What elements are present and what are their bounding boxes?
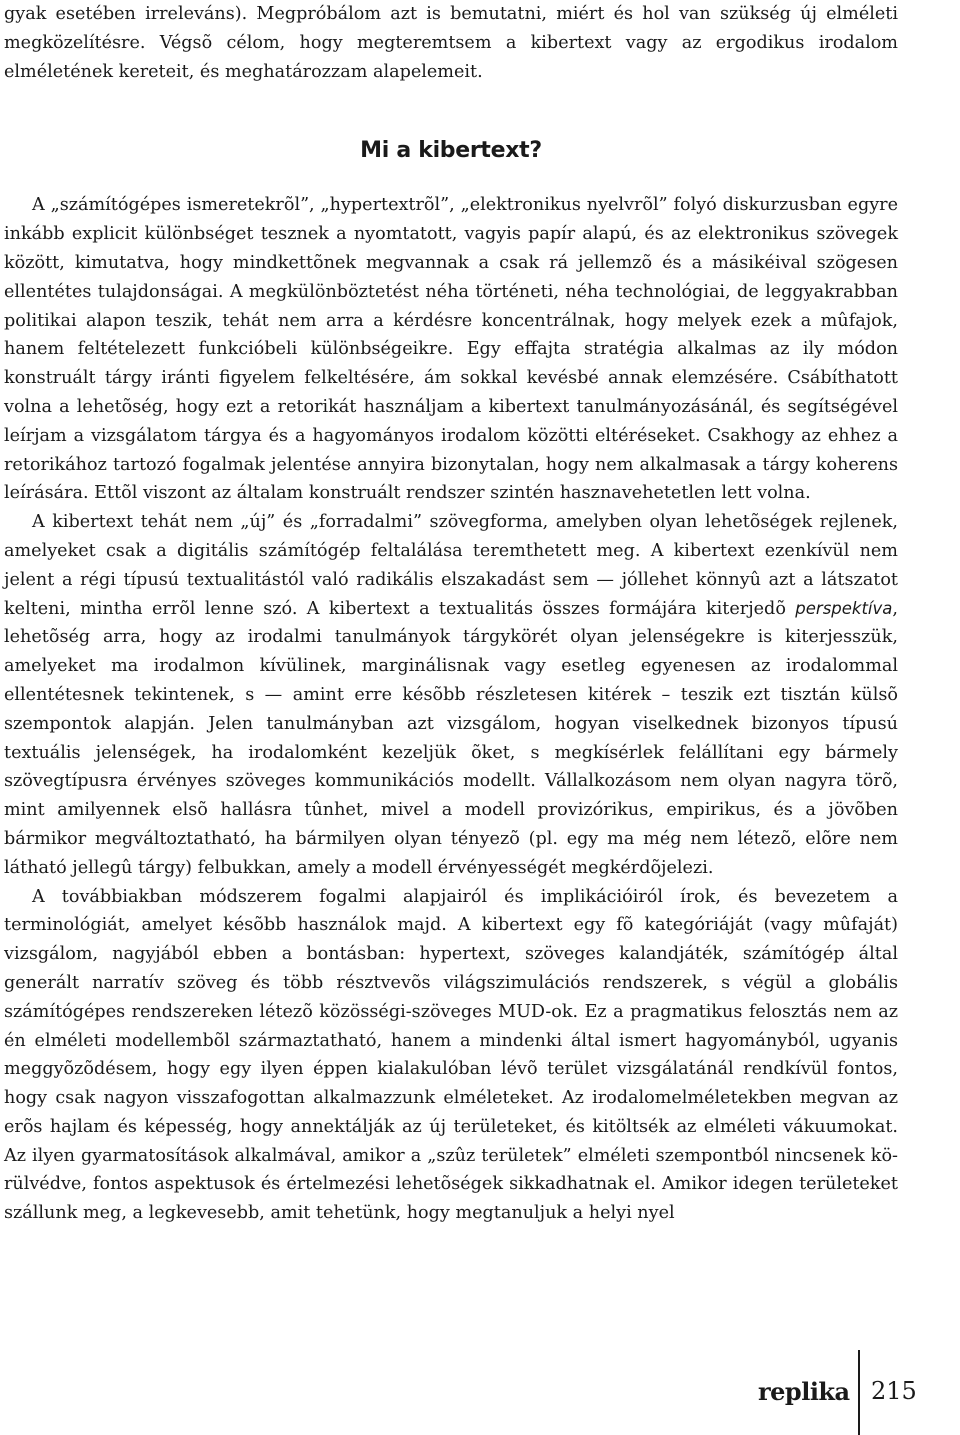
paragraph-2-text-b: , lehetõség arra, hogy az irodalmi tanulmányok tárgykörét olyan jelenségekre is kiterjesszük, amelyeket ma irodalmon kívülinek, marginálisnak vagy esetleg egyenesen az irodalommal ellentétesnek tekintenek, s — amint erre késõbb részletesen kitérek – teszik ezt tisztán külsõ szempontok alapján. Jelen tanulmányban azt vizsgálom, hogyan viselkednek bizonyos típusú textuális jelenségek, ha irodalomként kezeljük õket, s megkísérlek felállítani egy bármely szövegtípusra érvényes szöveges kommunikációs modellt. Vállalkozásom nem olyan nagyra törõ, mint amilyennek elsõ hallásra tûnhet, mivel a modell provizórikus, empirikus, és a jövõben bármikor megváltoztatható, ha bármilyen olyan tényezõ (pl. egy ma még nem létezõ, elõre nem látható jellegû tárgy) felbukkan, amely a modell érvényességét megkérdõjelezi.: [4, 598, 898, 878]
journal-name: replika: [758, 1377, 850, 1406]
paragraph-3: A továbbiakban módszerem fogalmi alapjairól és implikációiról írok, és bevezetem a terminológiát, amelyet késõbb használok majd. A kibertext egy fõ kategóriáját (vagy mûfaját) vizsgálom, nagyjából ebben a bontásban: hypertext, szöveges kalandjáték, számítógép által generált narratív szöveg és több résztvevõs világszimulációs rendszerek, s végül a globális számítógépes rendszereken létezõ közösségi-szöveges MUD-ok. Ez a pragmatikus felosztás nem az én elméleti modellembõl származtatható, hanem a mindenki által ismert hagyományból, ugyanis meggyõzõdésem, hogy egy ilyen éppen kialakulóban lévõ terület vizsgálatánál rendkívül fontos, hogy csak nagyon visszafogottan alkalmazzunk elméleteket. Az irodalomelméletekben megvan az erõs hajlam és képesség, hogy annektálják az új területeket, és kitöltsék az elméleti vákuumokat. Az ilyen gyarmatosítások alkalmával, amikor a „szûz területek” elméleti szempontból nincsenek körülvédve, fontos aspektusok és értelmezési lehetõségek sikkadhatnak el. Amikor idegen területeket szállunk meg, a legkevesebb, amit tehetünk, hogy megtanuljuk a helyi nyel: [4, 886, 898, 1224]
body-text: [4, 0, 898, 1228]
footer-divider: [858, 1350, 860, 1435]
emphasis-perspektiva: perspektíva: [795, 598, 893, 618]
intro-paragraph: gyak esetében irreleváns). Megpróbálom azt is bemutatni, miért és hol van szükség új elméleti megközelítésre. Végsõ célom, hogy megteremtsem a kibertext vagy az ergodikus irodalom elméletének kereteit, és meghatározzam alapelemeit.: [4, 4, 898, 82]
page-number: 215: [871, 1377, 917, 1405]
paragraph-2: [4, 508, 898, 882]
section-heading: Mi a kibertext?: [360, 138, 542, 164]
paragraph-2-text-a: A kibertext tehát nem „új” és „forradalmi” szövegforma, amelyben olyan lehetõségek rejlenek, amelyeket csak a digitális számítógép feltalálása teremthetett meg. A kibertext ezenkívül nem jelent a régi típusú textualitástól való radikális elszakadást sem — jóllehet könnyû azt a látszatot kelteni, mintha errõl lenne szó. A kibertext a textualitás összes formájára kiterjedõ: [4, 512, 898, 619]
paragraph-1: A „számítógépes ismeretekrõl”, „hypertextrõl”, „elektronikus nyelvrõl” folyó diskurzusban egyre inkább explicit különbséget tesznek a nyomtatott, vagyis papír alapú, és az elektronikus szövegek között, kimutatva, hogy mindkettõnek megvannak a csak rá jellemzõ és a másikéival szögesen ellentétes tulajdonságai. A megkülönböztetést néha történeti, néha technológiai, de leggyakrabban politikai alapon teszik, tehát nem arra a kérdésre koncentrálnak, hogy melyek ezek a mûfajok, hanem feltételezett funkcióbeli különbségeikre. Egy effajta stratégia alkalmas az ily módon konstruált tárgy iránti figyelem felkeltésére, ám sokkal kevésbé annak elemzésére. Csábíthatott volna a lehetõség, hogy ezt a retorikát használjam a kibertext tanulmányozásánál, és segítségével leírjam a vizsgálatom tárgya és a hagyományos irodalom közötti eltéréseket. Csakhogy az ehhez a retorikához tartozó fogalmak jelentése annyira bizonytalan, hogy nem alkalmasak a tárgy koherens leírására. Ettõl viszont az általam konstruált rendszer szintén hasznavehetetlen lett volna.: [4, 195, 898, 504]
page-footer: [750, 1350, 960, 1435]
